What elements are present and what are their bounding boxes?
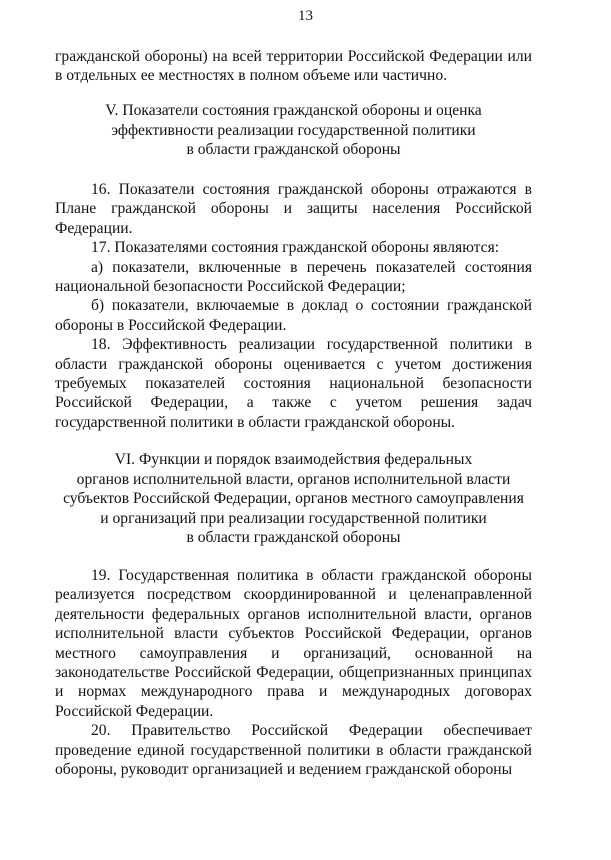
paragraph-17-b: б) показатели, включаемые в доклад о состоянии гражданской обороны в Российской Федерации. bbox=[55, 297, 532, 334]
section-5-heading-line: эффективности реализации государственной политики bbox=[111, 121, 476, 139]
section-6-heading-line: в области гражданской обороны bbox=[186, 529, 401, 547]
continuation-paragraph: гражданской обороны) на всей территории Российской Федерации или в отдельных ее местностях в полном объеме или частично. bbox=[55, 48, 532, 85]
paragraph-19: 19. Государственная политика в области гражданской обороны реализуется посредством скоординированной и целенаправленной деятельности федеральных органов исполнительной власти, органов исполнительной власти субъектов Российской Федерации, органов местного самоуправления и организаций, основанной на законодательстве Российской Федерации, общепризнанных принципах и нормах международного права и международных договорах Российской Федерации. bbox=[55, 567, 532, 720]
paragraph-17-a: а) показатели, включенные в перечень показателей состояния национальной безопасности Российской Федерации; bbox=[55, 258, 532, 296]
paragraph-20: 20. Правительство Российской Федерации обеспечивает проведение единой государственной политики в области гражданской обороны, руководит организацией и ведением гражданской обороны bbox=[55, 722, 532, 779]
continuation-block bbox=[55, 47, 532, 86]
section-6-heading-line: и организаций при реализации государственной политики bbox=[100, 509, 487, 527]
section-6-heading-line: органов исполнительной власти, органов исполнительной власти bbox=[76, 470, 511, 488]
section-5-heading bbox=[55, 101, 532, 160]
paragraph-17: 17. Показателями состояния гражданской обороны являются: bbox=[91, 239, 500, 257]
section-6-heading bbox=[55, 450, 532, 548]
section-6-heading-line: VI. Функции и порядок взаимодействия федеральных bbox=[114, 451, 473, 468]
paragraph-18: 18. Эффективность реализации государственной политики в области гражданской обороны оценивается с учетом достижения требуемых показателей состояния национальной безопасности Российской Федерации, а также с учетом решения задач государственной политики в области гражданской обороны. bbox=[55, 336, 532, 431]
section-5-heading-line: V. Показатели состояния гражданской обороны и оценка bbox=[105, 102, 482, 119]
section-6-heading-line: субъектов Российской Федерации, органов местного самоуправления bbox=[63, 490, 524, 508]
paragraph-16: 16. Показатели состояния гражданской обороны отражаются в Плане гражданской обороны и защиты населения Российской Федерации. bbox=[55, 181, 532, 237]
section-6-body bbox=[55, 566, 532, 779]
page-number: 13 bbox=[298, 8, 313, 24]
section-5-heading-line: в области гражданской обороны bbox=[186, 141, 401, 159]
section-5-body bbox=[55, 180, 532, 432]
